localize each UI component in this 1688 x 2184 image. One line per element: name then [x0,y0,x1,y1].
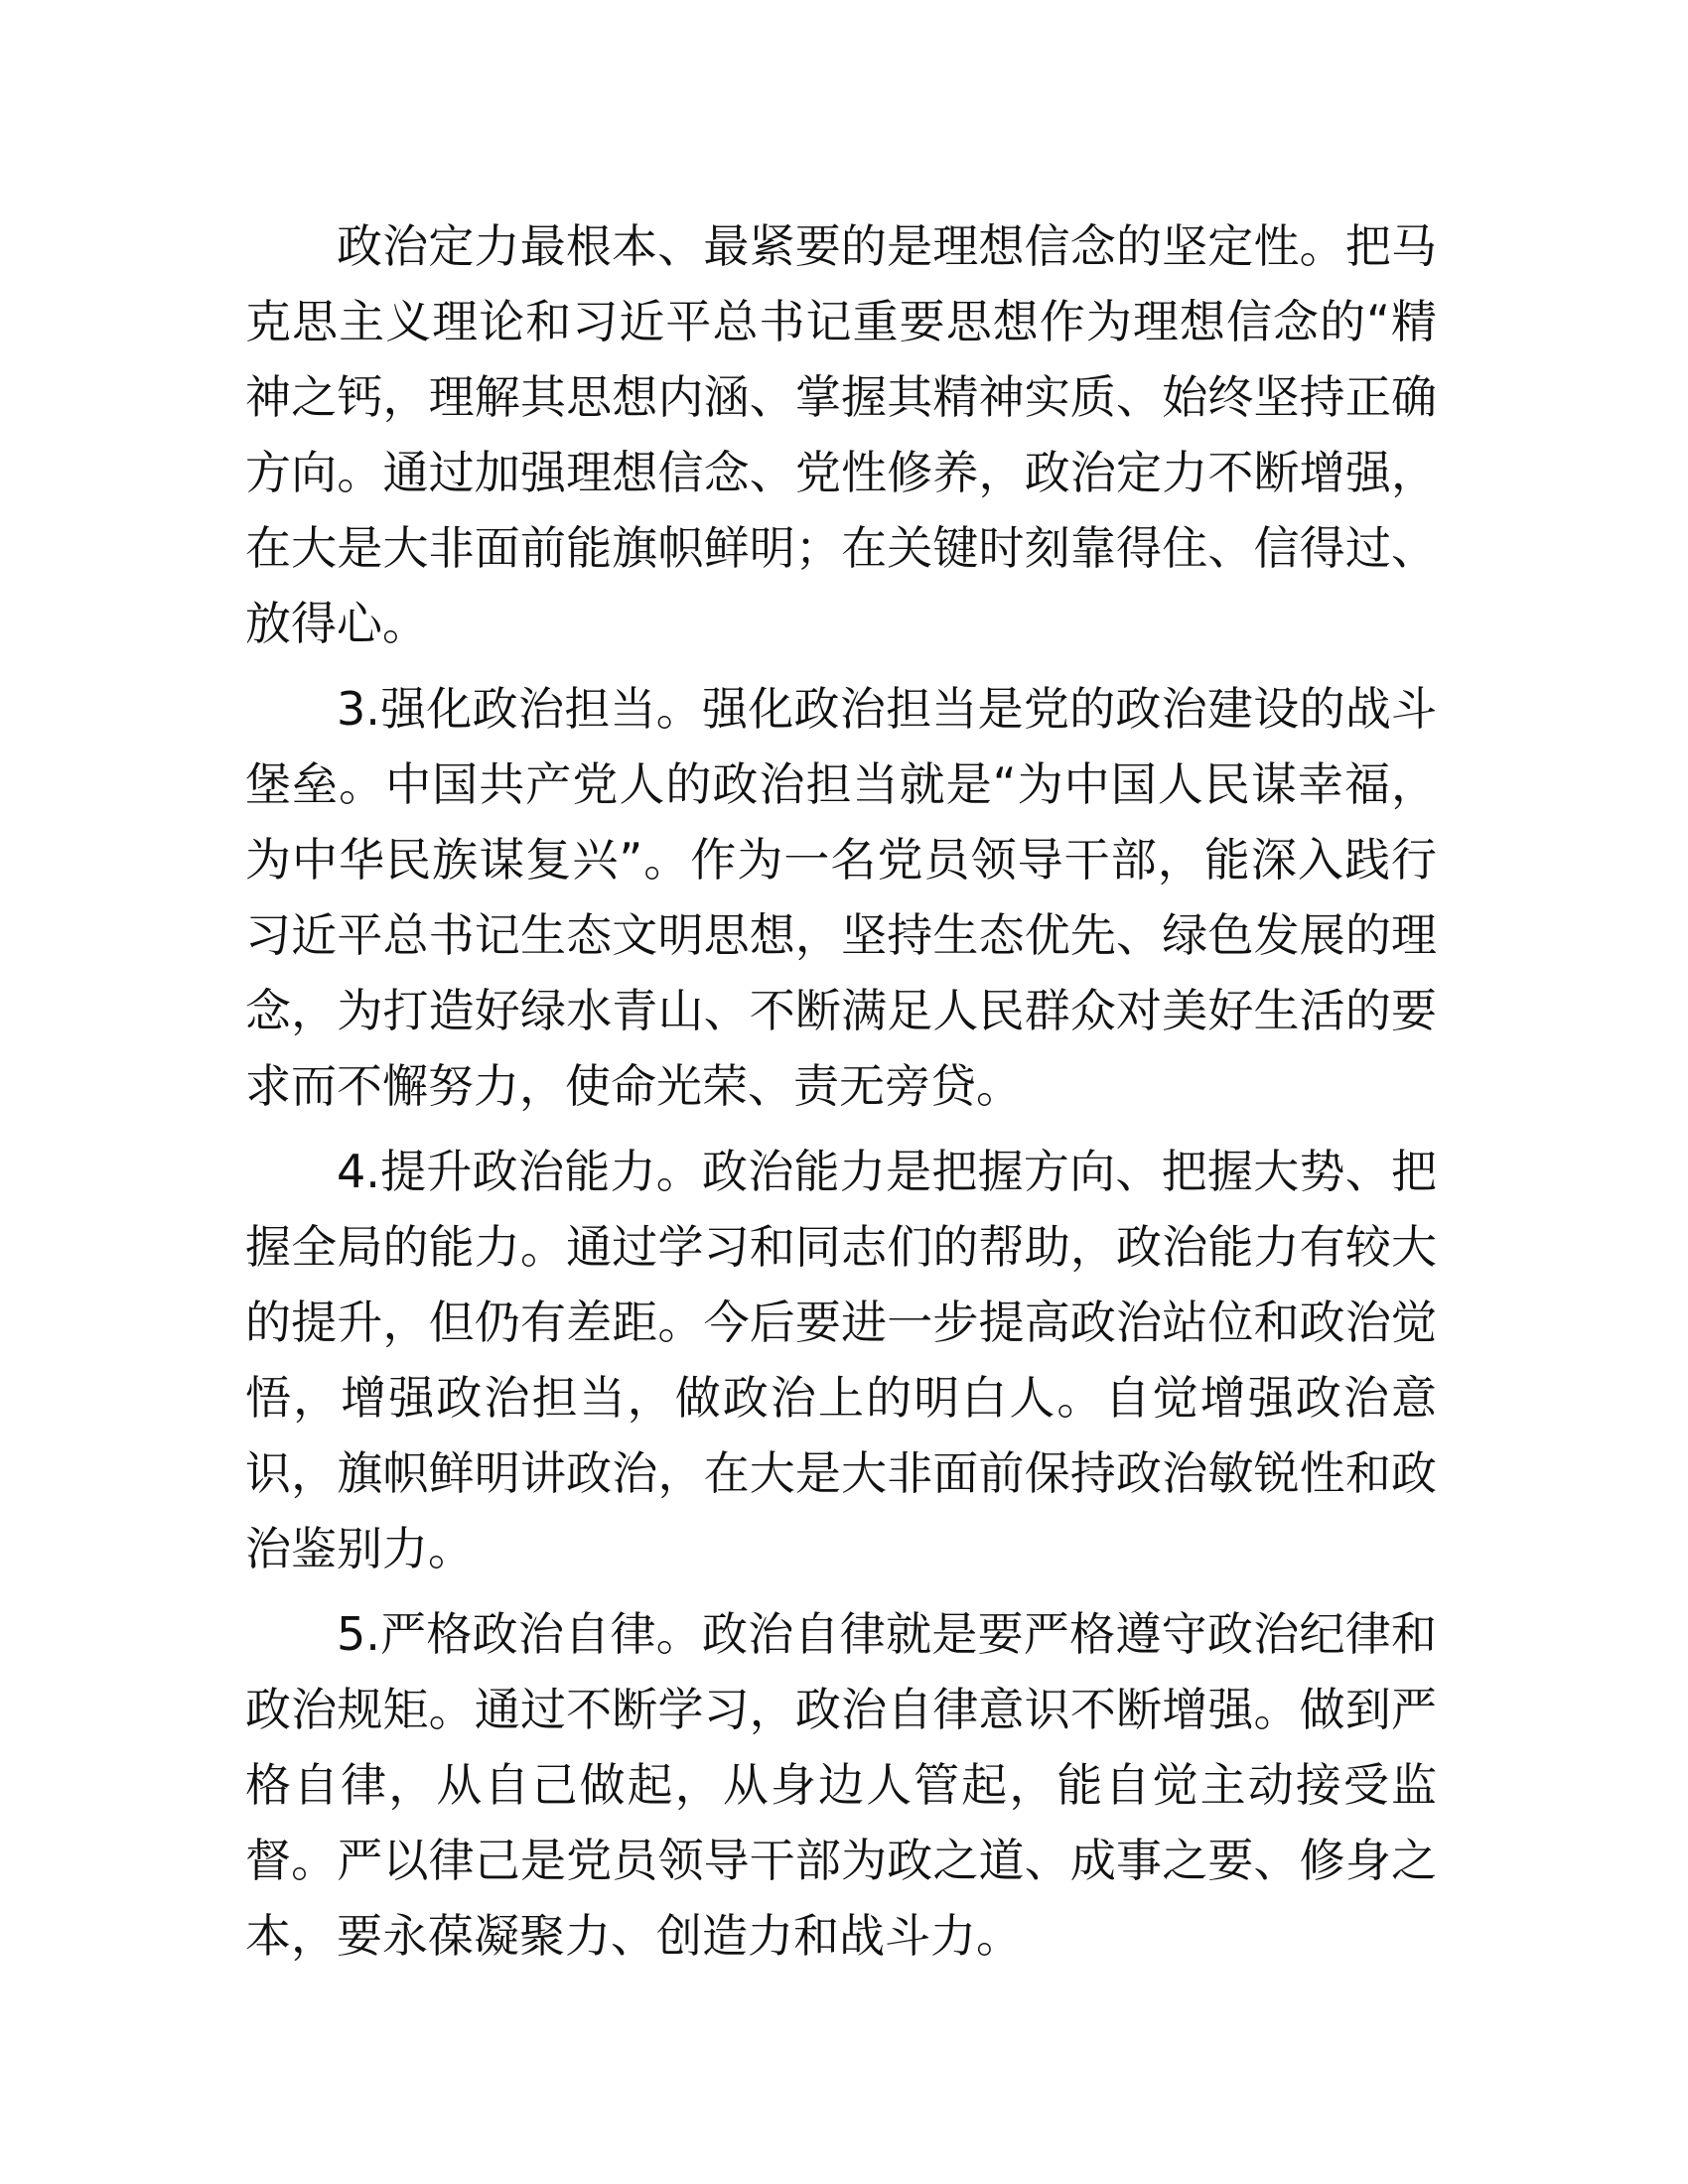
paragraph-political-responsibility: 3.强化政治担当。强化政治担当是党的政治建设的战斗堡垒。中国共产党人的政治担当就是“为中国人民谋幸福，为中华民族谋复兴”。作为一名党员领导干部，能深入践行习近平总书记生态文明思想，坚持生态优先、绿色发展的理念，为打造好绿水青山、不断满足人民群众对美好生活的要求而不懈努力，使命光荣、责无旁贷。 [245,682,1437,1113]
paragraph-political-stability: 政治定力最根本、最紧要的是理想信念的坚定性。把马克思主义理论和习近平总书记重要思想作为理想信念的“精神之钙，理解其思想内涵、掌握其精神实质、始终坚持正确方向。通过加强理想信念、党性修养，政治定力不断增强，在大是大非面前能旗帜鲜明；在关键时刻靠得住、信得过、放得心。 [245,219,1437,650]
paragraph-political-ability: 4.提升政治能力。政治能力是把握方向、把握大势、把握全局的能力。通过学习和同志们的帮助，政治能力有较大的提升，但仍有差距。今后要进一步提高政治站位和政治觉悟，增强政治担当，做政治上的明白人。自觉增强政治意识，旗帜鲜明讲政治，在大是大非面前保持政治敏锐性和政治鉴别力。 [245,1145,1437,1575]
paragraph-political-self-discipline: 5.严格政治自律。政治自律就是要严格遵守政治纪律和政治规矩。通过不断学习，政治自律意识不断增强。做到严格自律，从自己做起，从身边人管起，能自觉主动接受监督。严以律己是党员领导干部为政之道、成事之要、修身之本，要永葆凝聚力、创造力和战斗力。 [245,1607,1437,1963]
document-body [245,208,1437,1983]
